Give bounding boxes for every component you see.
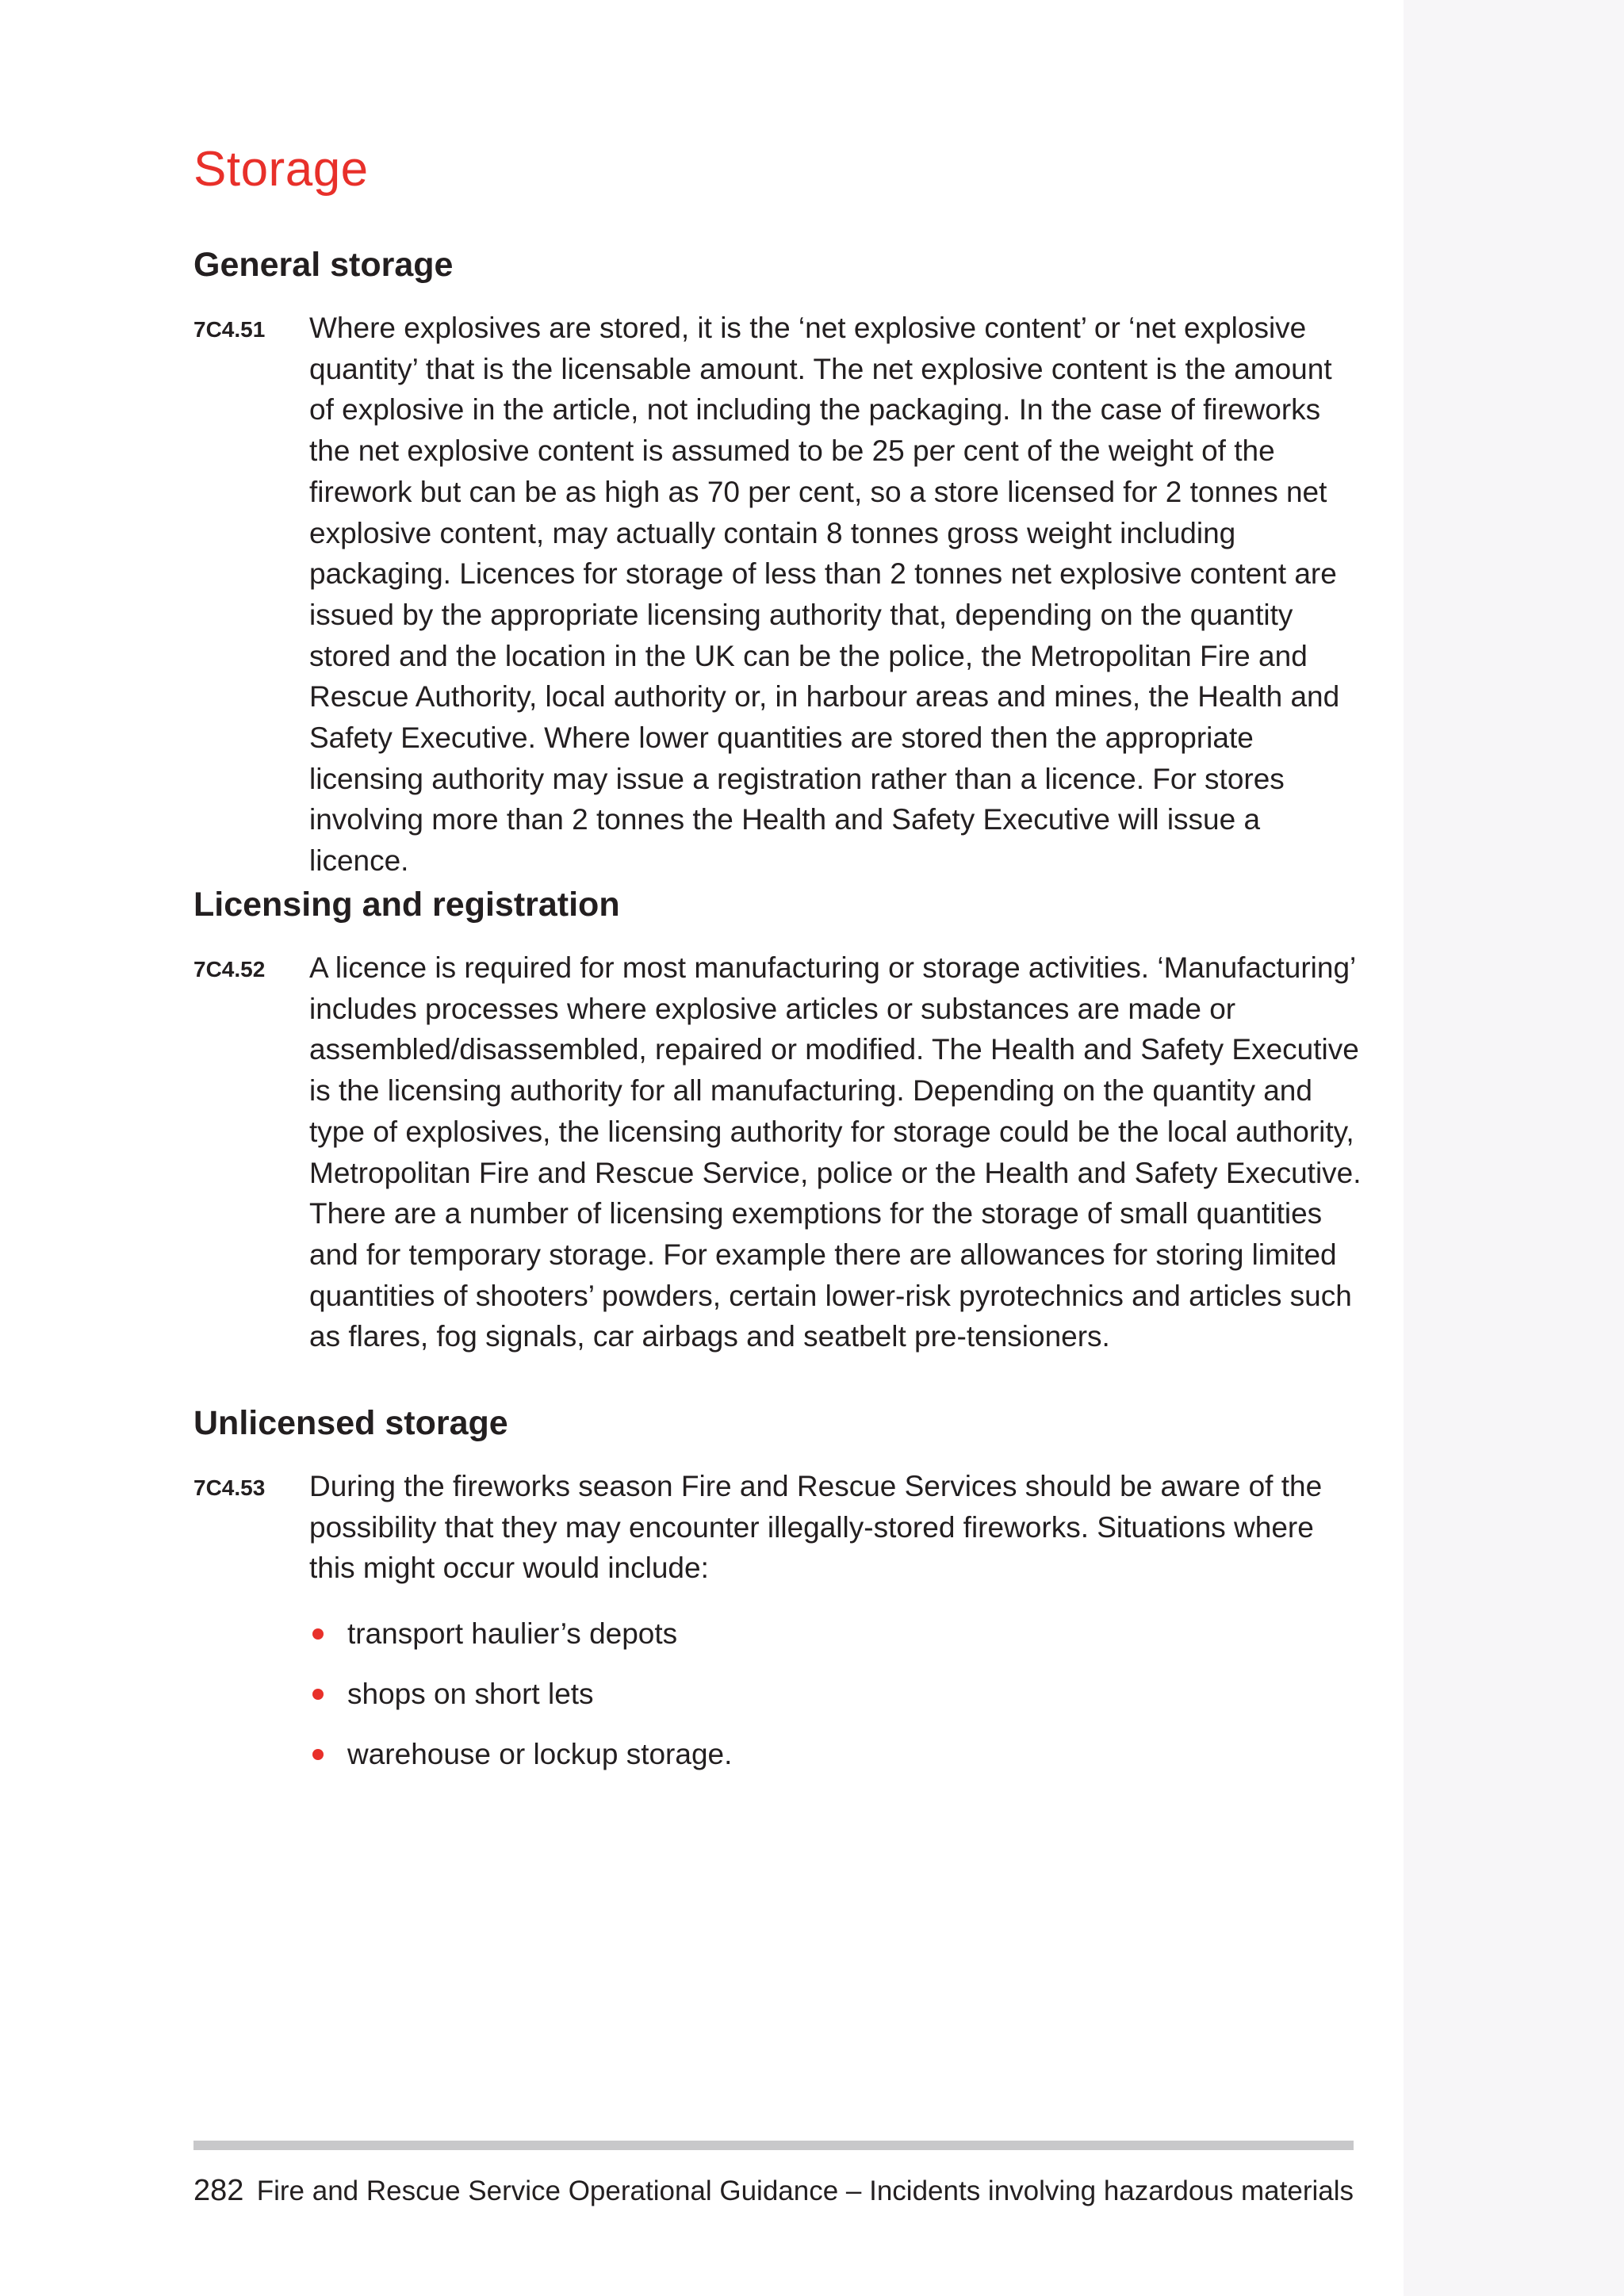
list-item xyxy=(309,1674,732,1734)
list-item-text: warehouse or lockup storage. xyxy=(347,1738,733,1770)
footer-divider xyxy=(193,2141,1354,2150)
list-item xyxy=(309,1613,732,1674)
bullet-dot-icon xyxy=(312,1628,324,1640)
paragraph-licensing-and-registration: A licence is required for most manufacturing or storage activities. ‘Manufacturing’ includes processes where explosive articles or substances are made or assembled/disassembled, repaired or modified. The Health and Safety Executive is the licensing authority for all manufacturing. Depending on the quantity and type of explosives, the licensing authority for storage could be the local authority, Metropolitan Fire and Rescue Service, police or the Health and Safety Executive. There are a number of licensing exemptions for the storage of small quantities and for temporary storage. For example there are allowances for storing limited quantities of shooters’ powders, certain lower-risk pyrotechnics and articles such as flares, fog signals, car airbags and seatbelt pre-tensioners. xyxy=(309,951,1362,1353)
list-item xyxy=(309,1734,732,1794)
paragraph-number-7c4-51: 7C4.51 xyxy=(193,317,266,342)
paragraph-number-7c4-52: 7C4.52 xyxy=(193,957,266,982)
bullet-dot-icon xyxy=(312,1749,324,1760)
paragraph-number-7c4-53: 7C4.53 xyxy=(193,1475,266,1500)
paragraph-general-storage: Where explosives are stored, it is the ‘net explosive content’ or ‘net explosive quantity’ that is the licensable amount. The net explosive content is the amount of explosive in the article, not including the packaging. In the case of fireworks the net explosive content is assumed to be 25 per cent of the weight of the firework but can be as high as 70 per cent, so a store licensed for 2 tonnes net explosive content, may actually contain 8 tonnes gross weight including packaging. Licences for storage of less than 2 tonnes net explosive content are issued by the appropriate licensing authority that, depending on the quantity stored and the location in the UK can be the police, the Metropolitan Fire and Rescue Authority, local authority or, in harbour areas and mines, the Health and Safety Executive. Where lower quantities are stored then the appropriate licensing authority may issue a registration rather than a licence. For stores involving more than 2 tonnes the Health and Safety Executive will issue a licence. xyxy=(309,312,1340,878)
bullet-list-storage-locations xyxy=(309,1613,732,1794)
section-heading-unlicensed-storage: Unlicensed storage xyxy=(193,1404,508,1442)
bullet-dot-icon xyxy=(312,1689,324,1700)
paragraph-unlicensed-storage: During the fireworks season Fire and Rescue Services should be aware of the possibility that they may encounter illegally-stored fireworks. Situations where this might occur would include: xyxy=(309,1470,1323,1585)
section-heading-licensing-and-registration: Licensing and registration xyxy=(193,886,620,924)
page-title: Storage xyxy=(193,142,369,197)
list-item-text: transport haulier’s depots xyxy=(347,1617,678,1650)
page-margin-shade xyxy=(1404,0,1624,2296)
list-item-text: shops on short lets xyxy=(347,1678,594,1710)
footer-publication-title: Fire and Rescue Service Operational Guidance – Incidents involving hazardous materials xyxy=(256,2175,1354,2206)
section-heading-general-storage: General storage xyxy=(193,246,454,284)
page-number: 282 xyxy=(193,2174,244,2207)
